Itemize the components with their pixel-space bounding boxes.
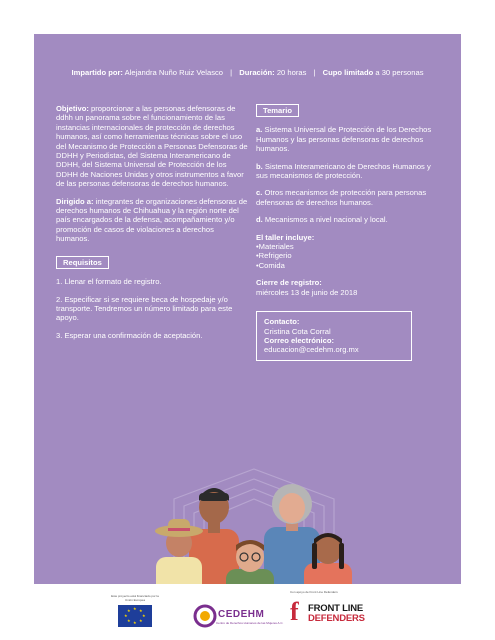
cupo-label: Cupo limitado — [322, 68, 374, 77]
temario-text: Sistema Universal de Protección de los Derechos Humanos y las personas defensoras de derechos humanos. — [256, 125, 432, 154]
cedehm-logo — [193, 604, 284, 632]
temario-heading: Temario — [256, 104, 299, 117]
impartido-value: Alejandra Nuño Ruiz Velasco — [124, 68, 224, 77]
cedehm-emblem-icon — [193, 604, 217, 628]
contact-name: Cristina Cota Corral — [264, 326, 331, 336]
eu-flag-icon: ★ ★ ★ ★ ★ ★ ★ ★ — [118, 605, 152, 627]
incluye-block — [256, 233, 442, 271]
requisito-item: 1. Llenar el formato de registro. — [56, 277, 162, 287]
duracion-value: 20 horas — [276, 68, 307, 77]
objetivo-text: proporcionar a las personas defensoras de ddhh un panorama sobre el funcionamiento de las instancias internacionales de protección de derechos humanos, así como herramientas técnicas sobre el uso del Mecanismo de Protección a Personas Defensoras de DDHH y Periodistas, del Sistema Interamericano de DDHH, del Sistema Universal de Protección de los DDHH de Naciones Unidas y otros instrumentos a favor de las personas defensoras de derechos humanos. — [56, 104, 248, 189]
cupo-value: a 30 personas — [375, 68, 424, 77]
incluye-item: •Materiales — [256, 242, 294, 252]
people-illustration — [144, 479, 364, 599]
eu-logo — [110, 594, 160, 627]
temario-item — [256, 162, 442, 181]
fld-line1: FRONT LINE — [308, 603, 363, 614]
footer-logos — [0, 584, 495, 640]
cedehm-name: CEDEHM — [218, 609, 265, 620]
objetivo-paragraph — [56, 104, 248, 189]
info-panel — [34, 34, 461, 584]
temario-text: Otros mecanismos de protección para personas defensoras de derechos humanos. — [256, 188, 427, 207]
incluye-item: •Comida — [256, 260, 285, 270]
course-info-bar — [34, 68, 461, 77]
temario-item — [256, 125, 442, 153]
objetivo-label: Objetivo: — [56, 104, 89, 113]
dirigido-label: Dirigido a: — [56, 196, 94, 206]
requisito-item: 3. Esperar una confirmación de aceptación. — [56, 330, 203, 340]
temario-letter: b. — [256, 161, 263, 171]
contact-box — [256, 311, 412, 361]
temario-text: Mecanismos a nivel nacional y local. — [264, 215, 388, 225]
fld-line2: DEFENDERS — [308, 613, 365, 624]
duracion-label: Duración: — [239, 68, 275, 77]
temario-item — [256, 215, 442, 224]
fld-f-icon: f — [290, 597, 299, 626]
separator: | — [230, 68, 233, 77]
cierre-block — [256, 278, 442, 297]
impartido-label: Impartido por: — [71, 68, 123, 77]
dirigido-text: integrantes de organizaciones defensoras de derechos humanos de Chihuahua y la región norte del país encargados de la defensa, acompañamiento y/o promoción de casos de violaciones a derechos humanos. — [56, 196, 248, 244]
right-column — [256, 104, 442, 361]
cierre-value: miércoles 13 de junio de 2018 — [256, 287, 358, 297]
temario-letter: c. — [256, 188, 263, 198]
incluye-item: •Refrigerio — [256, 251, 292, 261]
email-label: Correo electrónico: — [264, 335, 335, 345]
cierre-label: Cierre de registro: — [256, 278, 322, 288]
temario-item — [256, 188, 442, 207]
separator: | — [313, 68, 316, 77]
temario-letter: d. — [256, 215, 263, 225]
contact-email: educacion@cedehm.org.mx — [264, 345, 359, 355]
requisito-item: 2. Especificar si se requiere beca de hospedaje y/o transporte. Tendremos un número limitado para este apoyo. — [56, 294, 233, 323]
dirigido-paragraph — [56, 197, 248, 244]
temario-letter: a. — [256, 125, 263, 135]
front-line-defenders-logo — [290, 590, 380, 630]
fld-caption: Con apoyo de Front Line Defenders — [290, 590, 338, 594]
contact-label: Contacto: — [264, 317, 300, 327]
left-column — [56, 104, 248, 348]
temario-text: Sistema Interamericano de Derechos Humanos y sus mecanismos de protección. — [256, 161, 431, 181]
cedehm-subtitle: Centro de Derechos Humanos de las Mujeres A.C. — [216, 621, 284, 625]
incluye-label: El taller incluye: — [256, 232, 315, 242]
requisitos-heading: Requisitos — [56, 256, 109, 269]
eu-caption: Este proyecto está financiado por la Unión Europea — [111, 594, 159, 602]
